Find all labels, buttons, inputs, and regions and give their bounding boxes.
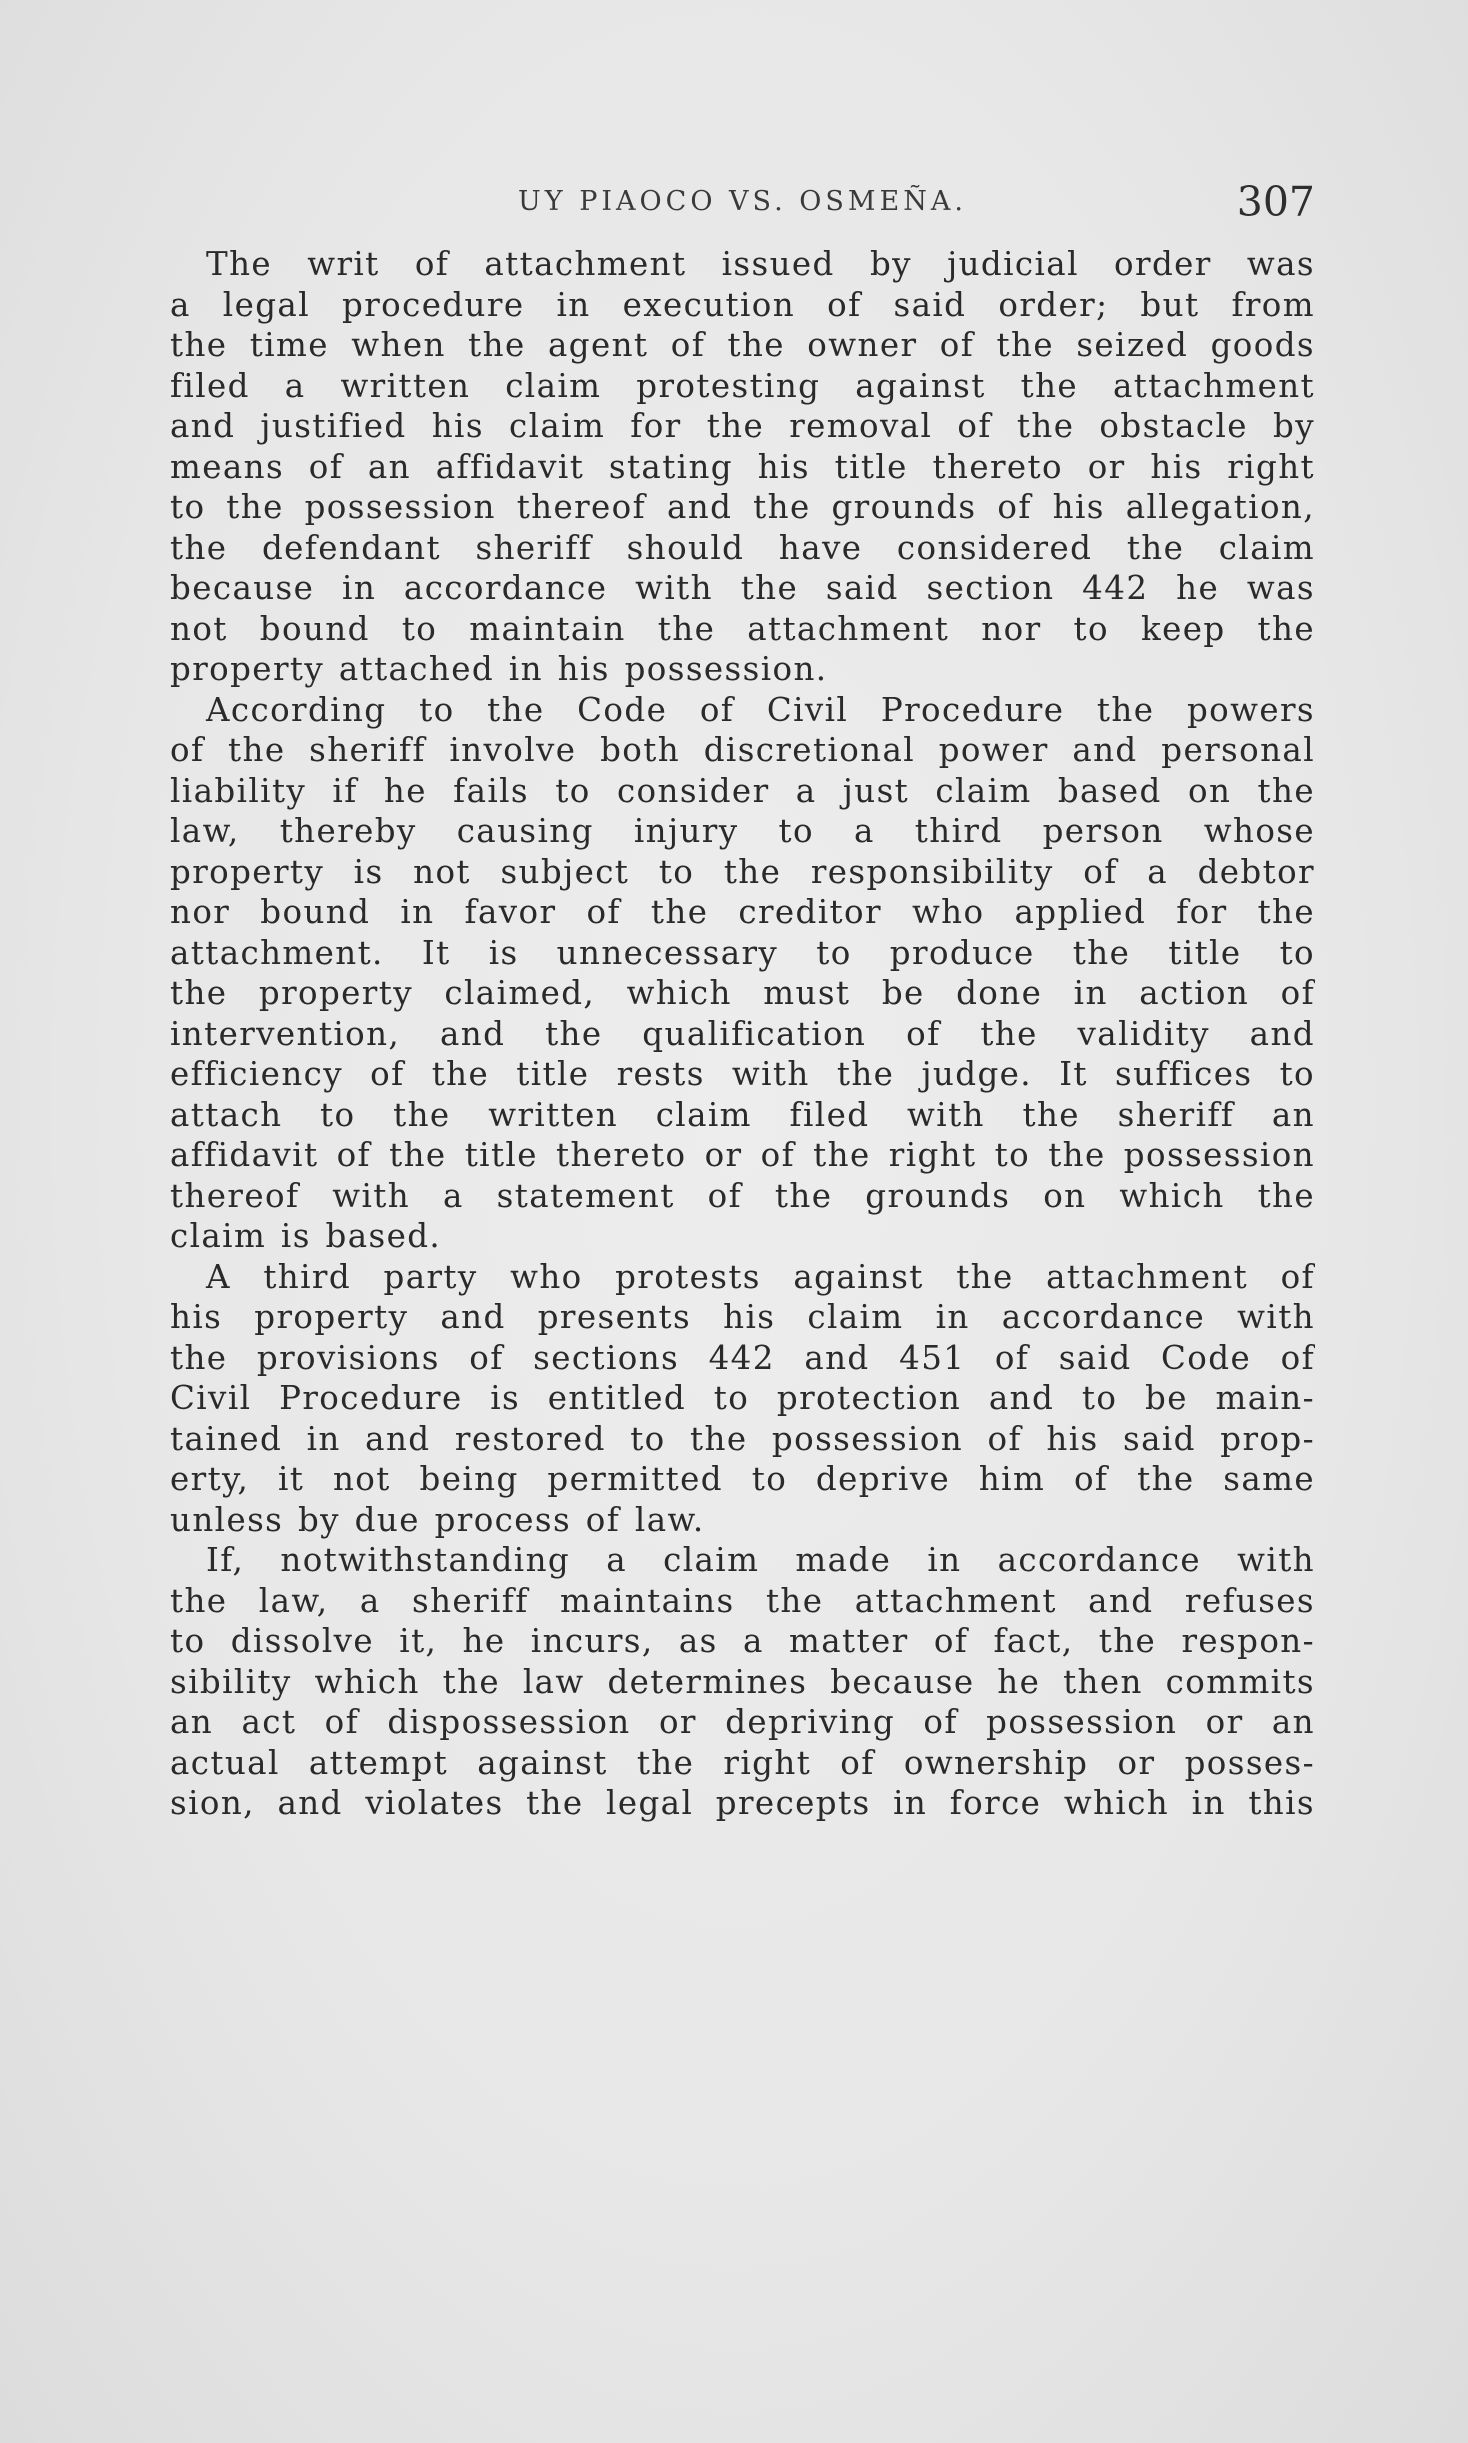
text-line: the law, a sheriff maintains the attachment and refuses — [170, 1581, 1315, 1620]
text-line: not bound to maintain the attachment nor to keep the — [170, 609, 1315, 648]
text-line: sibility which the law determines because he then commits — [170, 1662, 1315, 1701]
text-line: tained in and restored to the possession of his said prop- — [170, 1419, 1315, 1458]
text-line: the time when the agent of the owner of the seized goods — [170, 326, 1315, 364]
text-line: property attached in his possession. — [170, 650, 828, 688]
text-line: to dissolve it, he incurs, as a matter of fact, the respon- — [170, 1622, 1315, 1660]
text-line: intervention, and the qualification of the validity and — [170, 1014, 1315, 1053]
text-line: nor bound in favor of the creditor who applied for the — [170, 893, 1315, 931]
text-line: the defendant sheriff should have considered the claim — [170, 528, 1315, 567]
running-head — [170, 178, 1315, 226]
text-line: Civil Procedure is entitled to protection and to be main- — [170, 1379, 1315, 1417]
running-title: UY PIAOCO VS. OSMEÑA. — [518, 186, 967, 217]
text-line: liability if he fails to consider a just claim based on the — [170, 771, 1315, 810]
text-line: A third party who protests against the attachment of — [206, 1257, 1315, 1296]
paragraph-3 — [170, 1257, 1315, 1541]
text-line: filed a written claim protesting against the attachment — [170, 366, 1315, 405]
text-line: efficiency of the title rests with the judge. It suffices to — [170, 1055, 1315, 1093]
text-line: erty, it not being permitted to deprive him of the same — [170, 1460, 1315, 1498]
text-line: thereof with a statement of the grounds on which the — [170, 1176, 1315, 1215]
text-line: unless by due process of law. — [170, 1500, 705, 1539]
text-line: The writ of attachment issued by judicial order was — [206, 245, 1315, 283]
page-number: 307 — [1236, 178, 1315, 226]
paragraph-1 — [170, 244, 1315, 690]
text-line: of the sheriff involve both discretional power and personal — [170, 731, 1315, 769]
text-line: attachment. It is unnecessary to produce the title to — [170, 933, 1315, 972]
text-line: claim is based. — [170, 1217, 442, 1255]
text-line: the property claimed, which must be done in action of — [170, 974, 1315, 1012]
text-line: to the possession thereof and the grounds of his allegation, — [170, 488, 1315, 526]
body-text — [170, 244, 1315, 1824]
text-line: According to the Code of Civil Procedure the powers — [206, 690, 1315, 729]
text-line: his property and presents his claim in accordance with — [170, 1298, 1315, 1336]
paragraph-2 — [170, 690, 1315, 1257]
text-line: and justified his claim for the removal of the obstacle by — [170, 407, 1315, 445]
paragraph-4 — [170, 1540, 1315, 1824]
text-line: affidavit of the title thereto or of the right to the possession — [170, 1136, 1315, 1174]
text-line: attach to the written claim filed with the sheriff an — [170, 1095, 1315, 1134]
text-line: a legal procedure in execution of said order; but from — [170, 285, 1315, 324]
text-line: property is not subject to the responsibility of a debtor — [170, 852, 1315, 891]
text-line: an act of dispossession or depriving of possession or an — [170, 1703, 1315, 1741]
text-line: the provisions of sections 442 and 451 of said Code of — [170, 1338, 1315, 1377]
text-line: actual attempt against the right of ownership or posses- — [170, 1743, 1315, 1782]
text-line: means of an affidavit stating his title thereto or his right — [170, 447, 1315, 486]
text-line: because in accordance with the said section 442 he was — [170, 569, 1315, 607]
text-line: If, notwithstanding a claim made in accordance with — [206, 1541, 1315, 1579]
text-line: law, thereby causing injury to a third person whose — [170, 812, 1315, 850]
text-line: sion, and violates the legal precepts in force which in this — [170, 1784, 1315, 1822]
